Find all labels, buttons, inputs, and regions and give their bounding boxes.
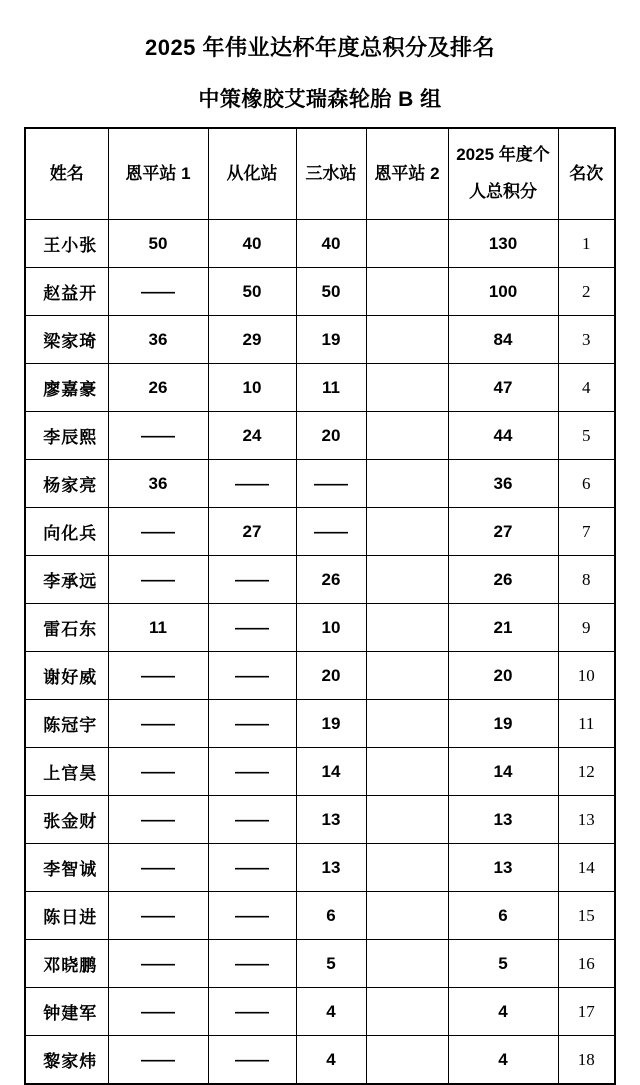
score-enping2-cell [366, 604, 448, 652]
total-points-cell: 13 [448, 796, 558, 844]
score-enping1-cell: —— [108, 892, 208, 940]
table-row [25, 892, 615, 940]
score-enping2-cell [366, 220, 448, 268]
total-points-cell: 47 [448, 364, 558, 412]
table-body [25, 220, 615, 1085]
total-points-cell: 27 [448, 508, 558, 556]
score-enping2-cell [366, 988, 448, 1036]
column-header-enping2: 恩平站 2 [366, 128, 448, 220]
rank-cell: 13 [558, 796, 615, 844]
ranking-table [24, 127, 616, 1085]
score-sanshui-cell: 14 [296, 748, 366, 796]
table-header-row [25, 128, 615, 220]
score-sanshui-cell: 50 [296, 268, 366, 316]
column-header-sanshui: 三水站 [296, 128, 366, 220]
rank-cell: 18 [558, 1036, 615, 1085]
total-points-cell: 5 [448, 940, 558, 988]
table-row [25, 796, 615, 844]
score-enping2-cell [366, 316, 448, 364]
score-sanshui-cell: 4 [296, 1036, 366, 1085]
total-points-cell: 6 [448, 892, 558, 940]
table-row [25, 988, 615, 1036]
player-name-cell: 赵益开 [25, 268, 108, 316]
player-name-cell: 邓晓鹏 [25, 940, 108, 988]
player-name-cell: 陈冠宇 [25, 700, 108, 748]
score-enping2-cell [366, 892, 448, 940]
table-row [25, 748, 615, 796]
score-enping1-cell: —— [108, 844, 208, 892]
score-conghua-cell: —— [208, 1036, 296, 1085]
score-enping1-cell: —— [108, 940, 208, 988]
score-conghua-cell: —— [208, 892, 296, 940]
score-enping1-cell: —— [108, 988, 208, 1036]
player-name-cell: 张金财 [25, 796, 108, 844]
score-enping2-cell [366, 700, 448, 748]
column-header-conghua: 从化站 [208, 128, 296, 220]
player-name-cell: 雷石东 [25, 604, 108, 652]
score-sanshui-cell: 19 [296, 316, 366, 364]
score-conghua-cell: 50 [208, 268, 296, 316]
score-sanshui-cell: 6 [296, 892, 366, 940]
player-name-cell: 黎家炜 [25, 1036, 108, 1085]
score-conghua-cell: —— [208, 940, 296, 988]
score-enping2-cell [366, 268, 448, 316]
rank-cell: 2 [558, 268, 615, 316]
page-subtitle: 中策橡胶艾瑞森轮胎 B 组 [198, 88, 442, 111]
rank-cell: 1 [558, 220, 615, 268]
rank-cell: 11 [558, 700, 615, 748]
rank-cell: 8 [558, 556, 615, 604]
rank-cell: 5 [558, 412, 615, 460]
rank-cell: 12 [558, 748, 615, 796]
column-header-rank: 名次 [558, 128, 615, 220]
total-points-cell: 84 [448, 316, 558, 364]
player-name-cell: 上官昊 [25, 748, 108, 796]
rank-cell: 4 [558, 364, 615, 412]
rank-cell: 17 [558, 988, 615, 1036]
score-sanshui-cell: 20 [296, 412, 366, 460]
table-row [25, 268, 615, 316]
column-header-name: 姓名 [25, 128, 108, 220]
rank-cell: 9 [558, 604, 615, 652]
rank-cell: 7 [558, 508, 615, 556]
player-name-cell: 谢好威 [25, 652, 108, 700]
table-row [25, 940, 615, 988]
score-conghua-cell: 29 [208, 316, 296, 364]
table-row [25, 460, 615, 508]
score-sanshui-cell: 4 [296, 988, 366, 1036]
table-row [25, 508, 615, 556]
score-enping1-cell: 11 [108, 604, 208, 652]
column-header-enping1: 恩平站 1 [108, 128, 208, 220]
total-points-cell: 36 [448, 460, 558, 508]
score-enping2-cell [366, 364, 448, 412]
score-enping1-cell: —— [108, 700, 208, 748]
table-row [25, 220, 615, 268]
score-enping2-cell [366, 412, 448, 460]
score-sanshui-cell: 40 [296, 220, 366, 268]
player-name-cell: 向化兵 [25, 508, 108, 556]
rank-cell: 15 [558, 892, 615, 940]
player-name-cell: 李智诚 [25, 844, 108, 892]
rank-cell: 6 [558, 460, 615, 508]
score-enping2-cell [366, 460, 448, 508]
score-enping1-cell: —— [108, 556, 208, 604]
score-enping2-cell [366, 556, 448, 604]
table-row [25, 604, 615, 652]
score-sanshui-cell: 20 [296, 652, 366, 700]
total-points-cell: 100 [448, 268, 558, 316]
score-sanshui-cell: 26 [296, 556, 366, 604]
score-enping2-cell [366, 748, 448, 796]
score-conghua-cell: —— [208, 700, 296, 748]
score-sanshui-cell: —— [296, 460, 366, 508]
player-name-cell: 李辰熙 [25, 412, 108, 460]
rank-cell: 10 [558, 652, 615, 700]
score-enping2-cell [366, 844, 448, 892]
rank-cell: 16 [558, 940, 615, 988]
score-sanshui-cell: 13 [296, 844, 366, 892]
table-row [25, 844, 615, 892]
player-name-cell: 陈日进 [25, 892, 108, 940]
score-sanshui-cell: 11 [296, 364, 366, 412]
score-enping1-cell: —— [108, 796, 208, 844]
score-enping1-cell: —— [108, 412, 208, 460]
score-conghua-cell: —— [208, 604, 296, 652]
total-points-cell: 44 [448, 412, 558, 460]
score-conghua-cell: —— [208, 844, 296, 892]
score-enping1-cell: —— [108, 652, 208, 700]
player-name-cell: 钟建军 [25, 988, 108, 1036]
score-enping1-cell: 50 [108, 220, 208, 268]
score-enping1-cell: —— [108, 1036, 208, 1085]
total-points-cell: 4 [448, 1036, 558, 1085]
page-title: 2025 年伟业达杯年度总积分及排名 [144, 35, 496, 60]
score-conghua-cell: —— [208, 652, 296, 700]
total-points-cell: 19 [448, 700, 558, 748]
score-conghua-cell: 27 [208, 508, 296, 556]
score-conghua-cell: 10 [208, 364, 296, 412]
score-enping1-cell: 36 [108, 460, 208, 508]
player-name-cell: 杨家亮 [25, 460, 108, 508]
score-enping2-cell [366, 796, 448, 844]
score-enping1-cell: 36 [108, 316, 208, 364]
score-conghua-cell: —— [208, 796, 296, 844]
table-row [25, 700, 615, 748]
score-enping1-cell: 26 [108, 364, 208, 412]
score-enping2-cell [366, 940, 448, 988]
score-sanshui-cell: 5 [296, 940, 366, 988]
rank-cell: 14 [558, 844, 615, 892]
score-enping2-cell [366, 652, 448, 700]
total-points-cell: 20 [448, 652, 558, 700]
player-name-cell: 梁家琦 [25, 316, 108, 364]
score-sanshui-cell: —— [296, 508, 366, 556]
player-name-cell: 李承远 [25, 556, 108, 604]
total-points-cell: 130 [448, 220, 558, 268]
score-enping2-cell [366, 508, 448, 556]
score-conghua-cell: 24 [208, 412, 296, 460]
total-points-cell: 13 [448, 844, 558, 892]
score-enping1-cell: —— [108, 748, 208, 796]
score-conghua-cell: —— [208, 460, 296, 508]
table-row [25, 316, 615, 364]
score-conghua-cell: 40 [208, 220, 296, 268]
rank-cell: 3 [558, 316, 615, 364]
score-conghua-cell: —— [208, 748, 296, 796]
score-sanshui-cell: 10 [296, 604, 366, 652]
table-row [25, 556, 615, 604]
total-points-cell: 14 [448, 748, 558, 796]
score-enping1-cell: —— [108, 268, 208, 316]
total-points-cell: 4 [448, 988, 558, 1036]
score-enping1-cell: —— [108, 508, 208, 556]
total-points-cell: 26 [448, 556, 558, 604]
score-conghua-cell: —— [208, 556, 296, 604]
column-header-total: 2025 年度个人总积分 [448, 128, 558, 220]
score-sanshui-cell: 13 [296, 796, 366, 844]
total-points-cell: 21 [448, 604, 558, 652]
table-row [25, 412, 615, 460]
score-sanshui-cell: 19 [296, 700, 366, 748]
table-row [25, 1036, 615, 1085]
player-name-cell: 廖嘉豪 [25, 364, 108, 412]
table-row [25, 652, 615, 700]
score-enping2-cell [366, 1036, 448, 1085]
table-row [25, 364, 615, 412]
player-name-cell: 王小张 [25, 220, 108, 268]
score-conghua-cell: —— [208, 988, 296, 1036]
